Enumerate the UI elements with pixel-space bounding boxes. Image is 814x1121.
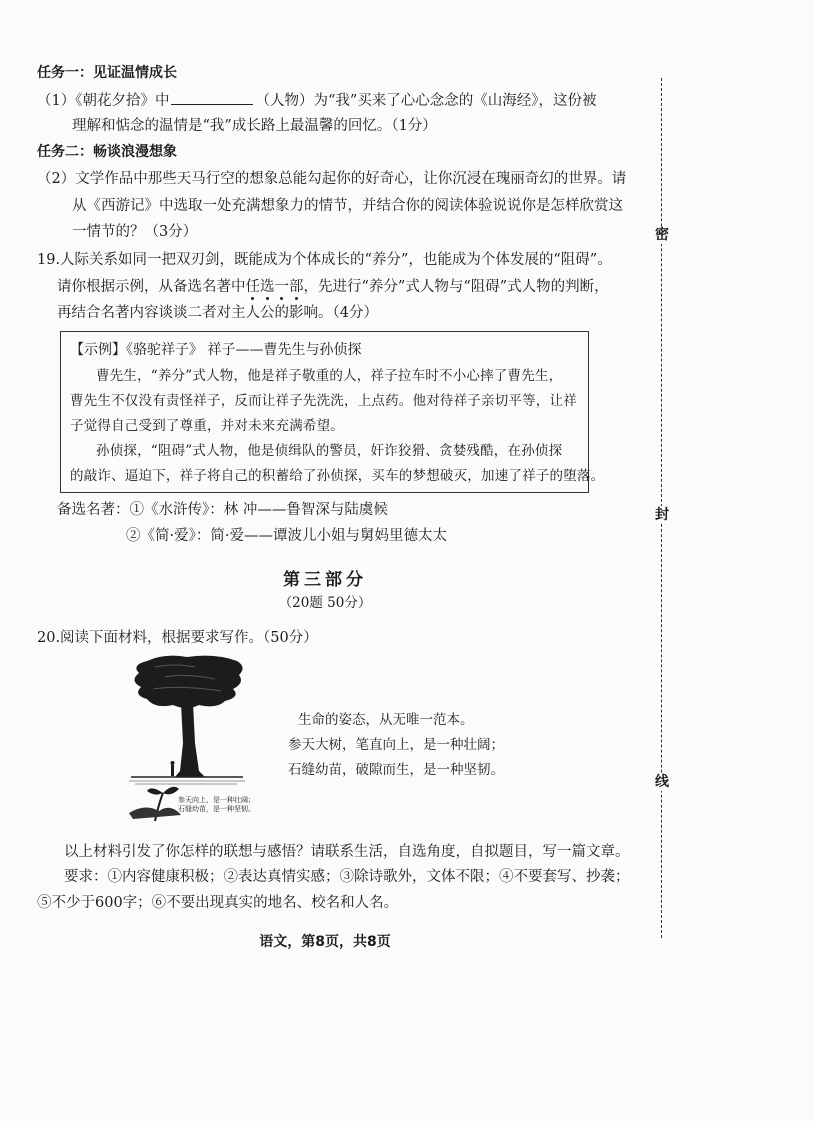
illustration-caption <box>178 796 255 814</box>
emphasis-char: 部 <box>289 279 304 295</box>
task1-title: 任务一：见证温情成长 <box>37 65 177 81</box>
example-p2-line2: 的敲诈、逼迫下，祥子将自己的积蓄给了孙侦探，买车的梦想破灭，加速了祥子的堕落。 <box>70 468 605 484</box>
example-p1-line3: 子觉得自己受到了尊重，并对未来充满希望。 <box>70 418 344 434</box>
caption-line2: 石缝幼苗，是一种坚韧。 <box>178 805 255 813</box>
answer-blank[interactable] <box>171 90 253 105</box>
margin-char-mi: 密 <box>655 227 669 243</box>
q19-line2-a: 请你根据示例，从备选名著中 <box>57 279 246 295</box>
caption-line1: 参天向上，是一种壮阔； <box>178 796 255 804</box>
q1-text-b: （人物）为“我”买来了心心念念的《山海经》，这份被 <box>255 93 597 109</box>
emphasis-char: 任 <box>245 279 260 295</box>
poem-line1: 生命的姿态，从无唯一范本。 <box>298 712 474 728</box>
question-1 <box>37 90 597 111</box>
emphasis-char: 一 <box>274 279 289 295</box>
example-p2-line1: 孙侦探，“阻碍”式人物，他是侦缉队的警员，奸诈狡猾、贪婪残酷，在孙侦探 <box>96 443 563 459</box>
q2-line3: 一情节的？（3分） <box>72 224 198 240</box>
q19-line2 <box>57 277 609 297</box>
page-footer: 语文，第8页，共8页 <box>259 934 391 950</box>
margin-char-xian: 线 <box>655 774 669 790</box>
example-header: 【示例】《骆驼祥子》 祥子——曹先生与孙侦探 <box>70 342 362 358</box>
options-line1: 备选名著：①《水浒传》：林 冲——鲁智深与陆虞候 <box>57 502 388 518</box>
example-p1-line1: 曹先生，“养分”式人物，他是祥子敬重的人，祥子拉车时不小心摔了曹先生， <box>96 368 563 384</box>
q2-line1: （2）文学作品中那些天马行空的想象总能勾起你的好奇心，让你沉浸在瑰丽奇幻的世界。请 <box>37 171 627 187</box>
poem-line2: 参天大树，笔直向上，是一种壮阔； <box>288 737 504 753</box>
q20-prompt-line1: 以上材料引发了你怎样的联想与感悟？请联系生活，自选角度，自拟题目，写一篇文章。 <box>64 844 630 860</box>
q19-line1: 19.人际关系如同一把双刃剑，既能成为个体成长的“养分”，也能成为个体发展的“阻碍”。 <box>37 252 612 268</box>
poem-line3: 石缝幼苗，破隙而生，是一种坚韧。 <box>288 762 504 778</box>
q20-line1: 20.阅读下面材料，根据要求写作。（50分） <box>37 630 318 646</box>
q2-line2: 从《西游记》中选取一处充满想象力的情节，并结合你的阅读体验说说你是怎样欣赏这 <box>72 198 623 214</box>
q20-prompt-line2: 要求：①内容健康积极；②表达真情实感；③除诗歌外，文体不限；④不要套写、抄袭； <box>64 869 630 885</box>
q19-line2-b: ，先进行“养分”式人物与“阻碍”式人物的判断， <box>303 279 609 295</box>
q20-prompt-line3: ⑤不少于600字；⑥不要出现真实的地名、校名和人名。 <box>37 895 399 911</box>
emphasis-char: 选 <box>260 279 275 295</box>
part3-subtitle: （20题 50分） <box>278 595 372 611</box>
options-line2: ②《简·爱》：简·爱——谭波儿小姐与舅妈里德太太 <box>126 528 447 544</box>
q1-text-a: （1）《朝花夕拾》中 <box>37 93 170 109</box>
margin-char-feng: 封 <box>655 507 669 523</box>
example-p1-line2: 曹先生不仅没有责怪祥子，反而让祥子先洗洗，上点药。他对待祥子亲切平等，让祥 <box>70 393 577 409</box>
task2-title: 任务二：畅谈浪漫想象 <box>37 144 177 160</box>
q19-line3: 再结合名著内容谈谈二者对主人公的影响。（4分） <box>57 305 378 321</box>
q1-line2: 理解和惦念的温情是“我”成长路上最温馨的回忆。（1分） <box>72 118 437 134</box>
part3-title: 第三部分 <box>283 570 367 590</box>
